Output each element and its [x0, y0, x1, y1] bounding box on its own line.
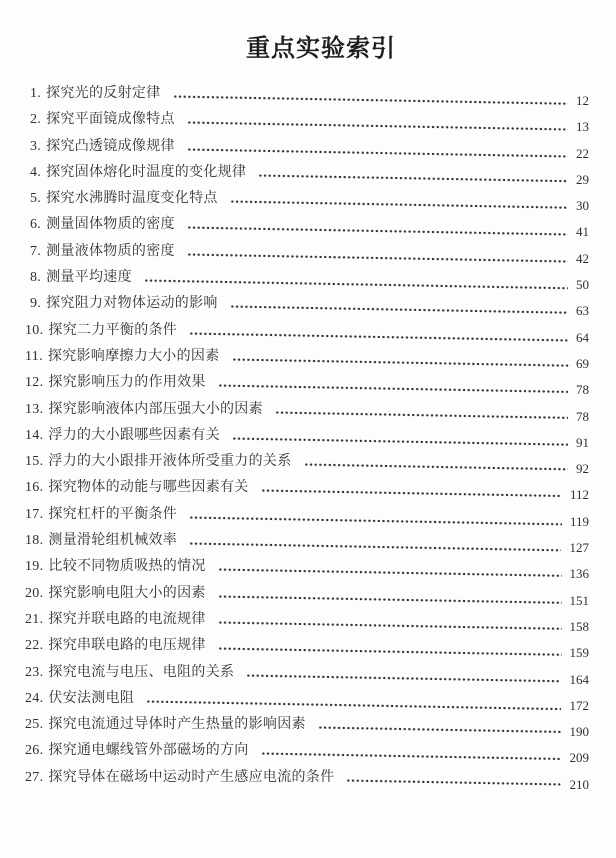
toc-entry-title: 测量液体物质的密度 — [46, 243, 175, 259]
toc-entry-number: 11. — [25, 348, 43, 364]
toc-page-number: 50 — [576, 277, 589, 293]
toc-entry-title: 探究物体的动能与哪些因素有关 — [48, 480, 249, 496]
toc-entry-label — [25, 559, 206, 575]
toc-entry — [25, 717, 589, 743]
toc-entry-label — [25, 428, 220, 444]
toc-entry-number: 10. — [25, 322, 44, 338]
toc-entry — [25, 428, 589, 454]
toc-entry-label — [30, 217, 175, 233]
dotted-leader — [172, 95, 567, 105]
toc-entry — [25, 86, 589, 112]
dotted-leader — [246, 674, 561, 683]
toc-entry-number: 21. — [25, 611, 44, 627]
toc-entry-number: 18. — [25, 533, 44, 549]
toc-page-number: 172 — [569, 697, 589, 713]
toc-entry — [25, 586, 589, 612]
toc-entry-number: 27. — [25, 769, 44, 785]
page-title: 重点实验索引 — [246, 35, 396, 62]
toc-page-number: 158 — [569, 618, 589, 634]
dotted-leader — [187, 121, 568, 131]
toc-entry-title: 探究影响液体内部压强大小的因素 — [48, 401, 263, 417]
toc-entry — [25, 559, 589, 585]
toc-entry-label — [25, 743, 249, 759]
toc-entry — [25, 244, 589, 270]
toc-entry-title: 探究影响摩擦力大小的因素 — [47, 348, 220, 364]
toc-page-number: 30 — [576, 198, 589, 214]
toc-entry-title: 探究二力平衡的条件 — [48, 322, 178, 338]
toc-entry-label — [25, 717, 306, 733]
toc-page-number: 151 — [569, 592, 589, 608]
toc-entry-number: 25. — [25, 717, 44, 733]
toc-entry-label — [25, 480, 249, 496]
toc-entry — [25, 612, 589, 638]
toc-entry — [25, 375, 589, 401]
dotted-leader — [218, 595, 562, 604]
toc-entry — [25, 665, 589, 691]
dotted-leader — [231, 358, 567, 367]
toc-entry — [25, 402, 589, 428]
toc-entry-title: 探究光的反射定律 — [46, 86, 161, 101]
toc-entry-title: 探究电流通过导体时产生热量的影响因素 — [48, 717, 306, 733]
toc-entry — [25, 691, 589, 717]
toc-entry-title: 探究阻力对物体运动的影响 — [46, 296, 218, 312]
toc-entry — [25, 507, 589, 533]
toc-entry-label — [25, 507, 177, 523]
toc-list — [25, 86, 589, 796]
toc-entry — [25, 533, 589, 559]
toc-entry-number: 12. — [25, 375, 44, 391]
toc-entry-label — [25, 454, 292, 470]
toc-entry-label — [30, 86, 161, 102]
toc-entry-label — [30, 165, 246, 181]
toc-entry — [25, 454, 589, 480]
toc-entry — [25, 191, 589, 217]
toc-entry-number: 24. — [25, 690, 44, 706]
dotted-leader — [146, 700, 561, 711]
toc-page-number: 42 — [576, 250, 589, 266]
toc-entry-title: 浮力的大小跟哪些因素有关 — [48, 427, 221, 443]
toc-entry-number: 1. — [30, 86, 42, 101]
toc-entry-label — [30, 139, 175, 155]
toc-entry-number: 26. — [25, 743, 44, 759]
toc-entry-label — [25, 638, 206, 654]
toc-entry-number: 23. — [25, 664, 44, 680]
dotted-leader — [346, 779, 561, 786]
toc-entry-number: 8. — [30, 270, 42, 286]
toc-page-number: 13 — [576, 119, 589, 135]
dotted-leader — [218, 568, 562, 577]
toc-page-number: 12 — [576, 93, 589, 108]
toc-entry-title: 探究凸透镜成像规律 — [46, 138, 175, 154]
toc-page-number: 41 — [576, 224, 589, 240]
toc-entry-title: 探究并联电路的电流规律 — [48, 611, 206, 627]
toc-page-number: 69 — [576, 355, 589, 371]
toc-entry-number: 14. — [25, 427, 44, 443]
dotted-leader — [187, 226, 568, 236]
toc-entry-number: 16. — [25, 480, 44, 496]
dotted-leader — [275, 411, 568, 419]
toc-entry — [25, 638, 589, 664]
toc-entry-number: 7. — [30, 243, 42, 259]
toc-entry-label — [25, 349, 220, 365]
toc-entry-label — [25, 533, 177, 549]
toc-entry-label — [30, 191, 218, 207]
toc-entry-label — [30, 270, 132, 286]
dotted-leader — [187, 253, 568, 263]
toc-page-number: 209 — [569, 750, 589, 766]
toc-entry-title: 探究杠杆的平衡条件 — [48, 506, 178, 522]
toc-page-number: 78 — [576, 382, 589, 398]
toc-entry-label — [25, 323, 177, 339]
toc-page-number: 22 — [576, 145, 589, 161]
toc-entry-number: 9. — [30, 296, 42, 312]
toc-entry-number: 4. — [30, 164, 42, 180]
toc-entry-title: 伏安法测电阻 — [48, 690, 135, 706]
toc-entry-label — [30, 296, 218, 312]
toc-page-number: 127 — [569, 540, 589, 556]
toc-entry-title: 测量平均速度 — [46, 270, 132, 286]
toc-entry — [25, 139, 589, 165]
toc-entry-title: 探究通电螺线管外部磁场的方向 — [48, 743, 249, 759]
dotted-leader — [232, 437, 568, 446]
dotted-leader — [187, 148, 568, 158]
toc-entry — [25, 480, 589, 506]
toc-entry-title: 探究串联电路的电压规律 — [48, 638, 206, 654]
dotted-leader — [230, 305, 568, 314]
toc-page-number: 29 — [576, 171, 589, 187]
toc-entry-title: 探究平面镜成像特点 — [46, 112, 175, 128]
dotted-leader — [189, 542, 561, 552]
toc-page-number: 210 — [569, 776, 589, 792]
dotted-leader — [144, 279, 568, 290]
dotted-leader — [218, 621, 562, 630]
toc-page-number: 112 — [569, 487, 589, 503]
toc-page-number: 91 — [576, 434, 589, 450]
toc-entry — [25, 743, 589, 769]
toc-entry-number: 2. — [30, 112, 42, 128]
toc-entry-title: 探究影响压力的作用效果 — [48, 375, 206, 391]
dotted-leader — [258, 174, 568, 183]
toc-entry-number: 6. — [30, 217, 42, 233]
dotted-leader — [189, 516, 562, 526]
toc-entry-label — [25, 770, 334, 786]
toc-page-number: 159 — [569, 645, 589, 661]
dotted-leader — [218, 384, 568, 393]
toc-page-number: 164 — [569, 671, 589, 687]
toc-entry — [25, 770, 589, 796]
toc-entry-label — [25, 612, 206, 628]
toc-entry-title: 探究导体在磁场中运动时产生感应电流的条件 — [48, 769, 335, 785]
toc-entry-title: 探究固体熔化时温度的变化规律 — [46, 164, 247, 180]
toc-entry-number: 19. — [25, 559, 44, 575]
toc-entry-title: 探究影响电阻大小的因素 — [48, 585, 206, 601]
toc-entry — [25, 349, 589, 375]
toc-entry — [25, 165, 589, 191]
toc-entry-title: 探究电流与电压、电阻的关系 — [48, 664, 235, 680]
toc-entry-title: 测量固体物质的密度 — [46, 217, 175, 233]
toc-entry-number: 20. — [25, 585, 44, 601]
toc-entry-number: 22. — [25, 638, 44, 654]
toc-entry-label — [30, 244, 175, 260]
toc-page-number: 92 — [576, 461, 589, 477]
toc-entry-title: 测量滑轮组机械效率 — [48, 533, 178, 549]
toc-page-number: 63 — [576, 303, 589, 319]
toc-entry — [25, 112, 589, 138]
toc-entry — [25, 217, 589, 243]
toc-entry-label — [25, 402, 263, 418]
toc-entry-number: 15. — [25, 454, 44, 470]
dotted-leader — [318, 726, 562, 733]
toc-entry-title: 浮力的大小跟排开液体所受重力的关系 — [48, 454, 292, 470]
toc-entry-title: 探究水沸腾时温度变化特点 — [46, 191, 218, 207]
toc-entry-number: 3. — [30, 138, 42, 154]
toc-page-number: 136 — [569, 566, 589, 582]
toc-entry-label — [25, 375, 206, 391]
dotted-leader — [189, 332, 568, 342]
toc-entry-number: 17. — [25, 506, 44, 522]
toc-entry — [25, 270, 589, 296]
dotted-leader — [261, 752, 562, 761]
toc-entry-label — [25, 586, 206, 602]
toc-entry-label — [25, 691, 134, 707]
toc-entry-number: 5. — [30, 191, 42, 207]
toc-entry-title: 比较不同物质吸热的情况 — [48, 559, 206, 575]
toc-page-number: 78 — [576, 408, 589, 424]
toc-page-number: 64 — [576, 329, 589, 345]
toc-entry — [25, 323, 589, 349]
toc-page-number: 190 — [569, 724, 589, 740]
dotted-leader — [303, 463, 567, 471]
dotted-leader — [218, 647, 562, 656]
toc-entry-label — [25, 665, 234, 681]
toc-page-number: 119 — [569, 513, 589, 529]
dotted-leader — [261, 489, 562, 498]
toc-entry — [25, 296, 589, 322]
dotted-leader — [230, 200, 568, 209]
toc-entry-number: 13. — [25, 401, 44, 417]
toc-entry-label — [30, 112, 175, 128]
